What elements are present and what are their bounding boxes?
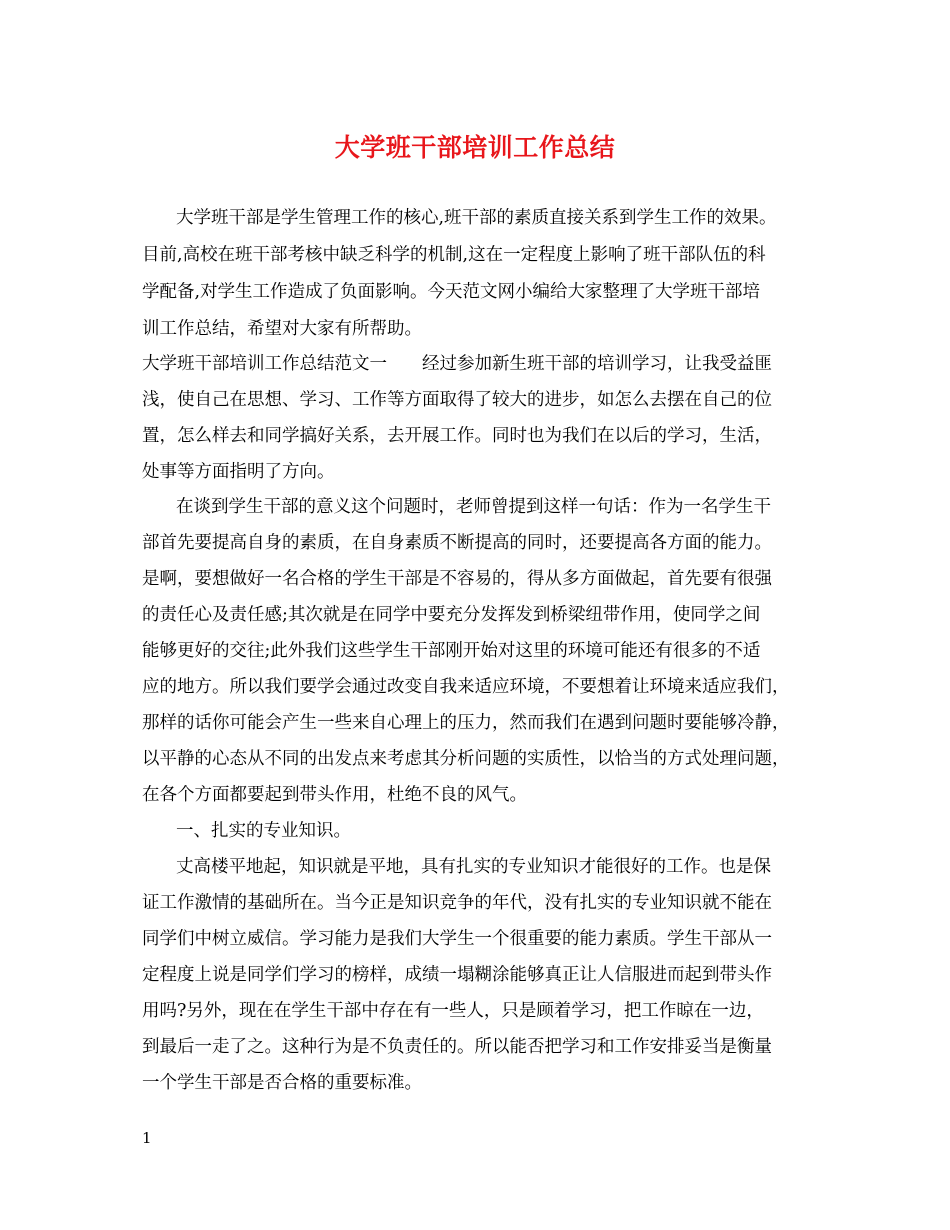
body-line: 在谈到学生干部的意义这个问题时，老师曾提到这样一句话：作为一名学生干 [176,497,771,517]
body-line: 能够更好的交往;此外我们这些学生干部刚开始对这里的环境可能还有很多的不适 [142,641,761,661]
body-line: 用吗?另外，现在在学生干部中存在有一些人，只是顾着学习，把工作晾在一边， [142,1001,764,1021]
body-line: 一个学生干部是否合格的重要标准。 [142,1073,422,1093]
body-line: 大学班干部培训工作总结范文一 经过参加新生班干部的培训学习，让我受益匪 [142,354,772,374]
body-line: 的责任心及责任感;其次就是在同学中要充分发挥发到桥梁纽带作用，使同学之间 [142,605,761,625]
body-line: 学配备,对学生工作造成了负面影响。今天范文网小编给大家整理了大学班干部培 [142,282,761,302]
document-title: 大学班干部培训工作总结 [334,133,616,162]
body-line: 证工作激情的基础所在。当今正是知识竞争的年代，没有扎实的专业知识就不能在 [142,893,772,913]
body-line: 置，怎么样去和同学搞好关系，去开展工作。同时也为我们在以后的学习，生活， [142,426,772,446]
body-line: 同学们中树立威信。学习能力是我们大学生一个很重要的能力素质。学生干部从一 [142,929,772,949]
body-line: 那样的话你可能会产生一些来自心理上的压力，然而我们在遇到问题时要能够冷静， [142,713,790,733]
body-line: 以平静的心态从不同的出发点来考虑其分析问题的实质性，以恰当的方式处理问题， [142,749,790,769]
body-line: 应的地方。所以我们要学会通过改变自我来适应环境，不要想着让环境来适应我们， [142,677,790,697]
body-line: 是啊，要想做好一名合格的学生干部是不容易的，得从多方面做起，首先要有很强 [142,569,772,589]
body-line: 定程度上说是同学们学习的榜样，成绩一塌糊涂能够真正让人信服进而起到带头作 [142,965,772,985]
body-line: 浅，使自己在思想、学习、工作等方面取得了较大的进步，如怎么去摆在自己的位 [142,390,772,410]
body-line: 丈高楼平地起，知识就是平地，具有扎实的专业知识才能很好的工作。也是保 [176,857,771,877]
body-line: 大学班干部是学生管理工作的核心,班干部的素质直接关系到学生工作的效果。 [176,208,777,228]
body-line: 到最后一走了之。这种行为是不负责任的。所以能否把学习和工作安排妥当是衡量 [142,1037,772,1057]
body-line: 训工作总结，希望对大家有所帮助。 [142,319,422,339]
body-line: 部首先要提高自身的素质，在自身素质不断提高的同时，还要提高各方面的能力。 [142,533,772,553]
section-heading: 一、扎实的专业知识。 [176,821,351,841]
body-line: 在各个方面都要起到带头作用，杜绝不良的风气。 [142,785,527,805]
body-line: 目前,高校在班干部考核中缺乏科学的机制,这在一定程度上影响了班干部队伍的科 [142,245,766,265]
page-number: 1 [142,1129,152,1147]
body-line: 处事等方面指明了方向。 [142,462,335,482]
